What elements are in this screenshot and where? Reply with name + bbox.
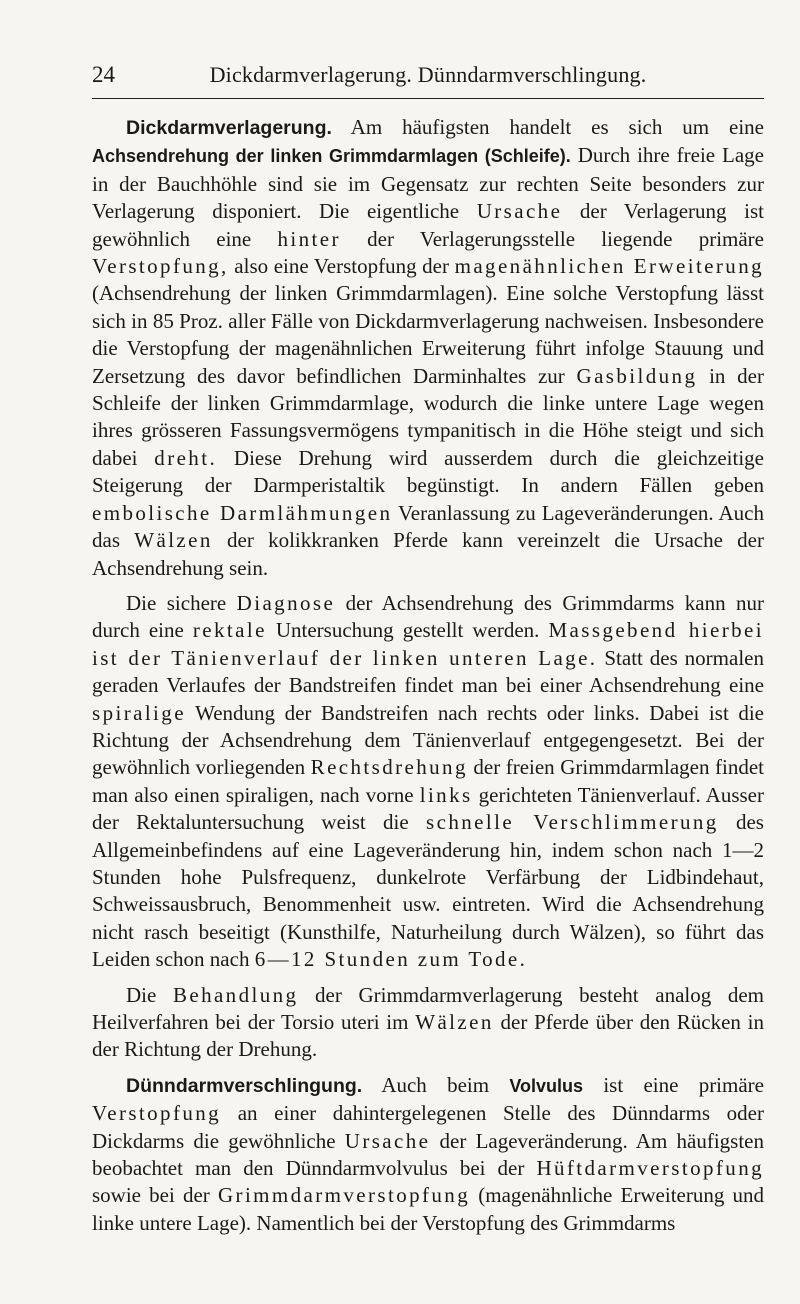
text-run: Die	[126, 982, 173, 1007]
text-run: Durch ihre freie Lage in der Bauchhöhle sind sie im Gegensatz zur rechten Seite besonders zur Verlagerung disponiert. Die eigentliche	[92, 143, 765, 224]
emphasis-text: Dickdarmverlagerung.	[126, 117, 332, 139]
emphasis-text: Verstopfung	[92, 1101, 222, 1126]
emphasis-text: schnelle Verschlimmerung	[426, 810, 719, 835]
text-run: Wendung der Bandstreifen nach rechts oder links. Dabei ist die Richtung der Achsendrehung dem Tänienverlauf entgegengesetzt. Bei der gewöhnlich vorliegenden	[92, 700, 764, 780]
emphasis-text: Massgebend hierbei ist der Tänienverlauf der linken unteren Lage.	[92, 618, 765, 670]
text-run: der Achsendrehung des Grimmdarms kann nur durch eine	[92, 590, 764, 643]
text-run: Am häufigsten handelt es sich um eine	[331, 115, 764, 139]
page-number: 24	[92, 62, 115, 87]
text-run: der freien Grimmdarmlagen findet man also einen spiraligen, nach vorne	[92, 755, 765, 807]
paragraph	[92, 982, 764, 1064]
text-run: der Pferde über den Rücken in der Richtung der Drehung.	[92, 1010, 764, 1062]
emphasis-text: Rechtsdrehung	[310, 755, 468, 780]
emphasis-text: dreht.	[154, 445, 218, 470]
text-run: Untersuchung gestellt werden.	[266, 618, 549, 643]
emphasis-text: 6—12 Stunden zum Tode.	[254, 947, 528, 972]
text-run: Veranlassung zu Lageveränderungen. Auch das	[92, 500, 764, 553]
text-run: an einer dahintergelegenen Stelle des Dünndarms oder Dickdarms die gewöhnliche	[92, 1101, 764, 1153]
text-run: der Verlagerungsstelle liegende primäre	[340, 226, 764, 251]
text-run: (magenähnliche Erweiterung und linke untere Lage). Namentlich bei der Verstopfung des Grimmdarms	[92, 1183, 765, 1235]
emphasis-text: Wälzen	[134, 528, 213, 553]
emphasis-text: Grimmdarmverstopfung	[217, 1183, 471, 1208]
body-text	[92, 114, 764, 1245]
emphasis-text: Wälzen	[415, 1010, 494, 1034]
emphasis-text: Behandlung	[172, 982, 299, 1007]
text-run: Diese Drehung wird ausserdem durch die gleichzeitige Steigerung der Darmperistaltik begünstigt. In andern Fällen geben	[92, 445, 764, 498]
emphasis-text: hinter	[277, 226, 341, 251]
text-run: der Lageveränderung. Am häufigsten beobachtet man den Dünndarmvolvulus bei der	[92, 1128, 765, 1181]
running-title: Dickdarmverlagerung. Dünndarmverschlingung.	[209, 62, 647, 87]
emphasis-text: links	[419, 782, 473, 807]
emphasis-text: Volvulus	[509, 1075, 584, 1096]
emphasis-text: Achsendrehung der linken Grimmdarmlagen (Schleife).	[92, 146, 571, 167]
emphasis-text: Ursache	[344, 1128, 431, 1153]
emphasis-text: Hüftdarmverstopfung	[536, 1156, 764, 1181]
text-run: des Allgemeinbefindens auf eine Lageveränderung hin, indem schon nach 1—2 Stunden hohe Pulsfrequenz, dunkelrote Verfärbung der Lidbindehaut, Schweissausbruch, Benommenheit usw. eintreten. Wird die Achsendrehung nicht rasch beseitigt (Kunsthilfe, Naturheilung durch Wälzen), so führt das Leiden schon nach	[92, 810, 764, 972]
text-run: ist eine primäre	[583, 1072, 764, 1097]
text-run: Auch beim	[362, 1072, 510, 1097]
emphasis-text: magenähnlichen Erweiterung	[454, 254, 764, 279]
emphasis-text: embolische Darmlähmungen	[92, 500, 393, 525]
text-run: der kolikkranken Pferde kann vereinzelt die Ursache der Achsendrehung sein.	[92, 528, 764, 580]
emphasis-text: Dünndarmverschlingung.	[126, 1074, 363, 1097]
text-run: gerichteten Tänienverlauf. Ausser der Rektaluntersuchung weist die	[92, 782, 764, 835]
text-run: Die sichere	[126, 590, 237, 615]
text-run: der Verlagerung ist gewöhnlich eine	[92, 199, 764, 251]
paragraph	[92, 114, 764, 582]
paragraph	[92, 1072, 764, 1237]
paragraph	[92, 590, 764, 974]
emphasis-text: Diagnose	[236, 590, 336, 615]
text-run: Statt des normalen geraden Verlaufes der Bandstreifen findet man bei einer Achsendrehung eine	[92, 645, 764, 698]
text-run: in der Schleife der linken Grimmdarmlage, wodurch die linke untere Lage wegen ihres grösseren Fassungsvermögens tympanitisch in die Höhe steigt und sich dabei	[92, 363, 764, 470]
text-run: sowie bei der	[92, 1183, 218, 1208]
text-run: (Achsendrehung der linken Grimmdarmlagen). Eine solche Verstopfung lässt sich in 85 Proz. aller Fälle von Dickdarmverlagerung nachweisen. Insbesondere die Verstopfung der magenähnlichen Erweiterung führt infolge Stauung und Zersetzung des davor befindlichen Darminhaltes zur	[92, 281, 764, 388]
emphasis-text: Gasbildung	[576, 363, 698, 388]
emphasis-text: Verstopfung,	[92, 254, 229, 279]
page-header	[92, 62, 764, 99]
text-run: also eine Verstopfung der	[228, 254, 455, 279]
emphasis-text: Ursache	[476, 199, 563, 224]
text-run: der Grimmdarmverlagerung besteht analog dem Heilverfahren bei der Torsio uteri im	[92, 982, 764, 1034]
emphasis-text: rektale	[192, 618, 267, 643]
emphasis-text: spiralige	[92, 700, 186, 725]
